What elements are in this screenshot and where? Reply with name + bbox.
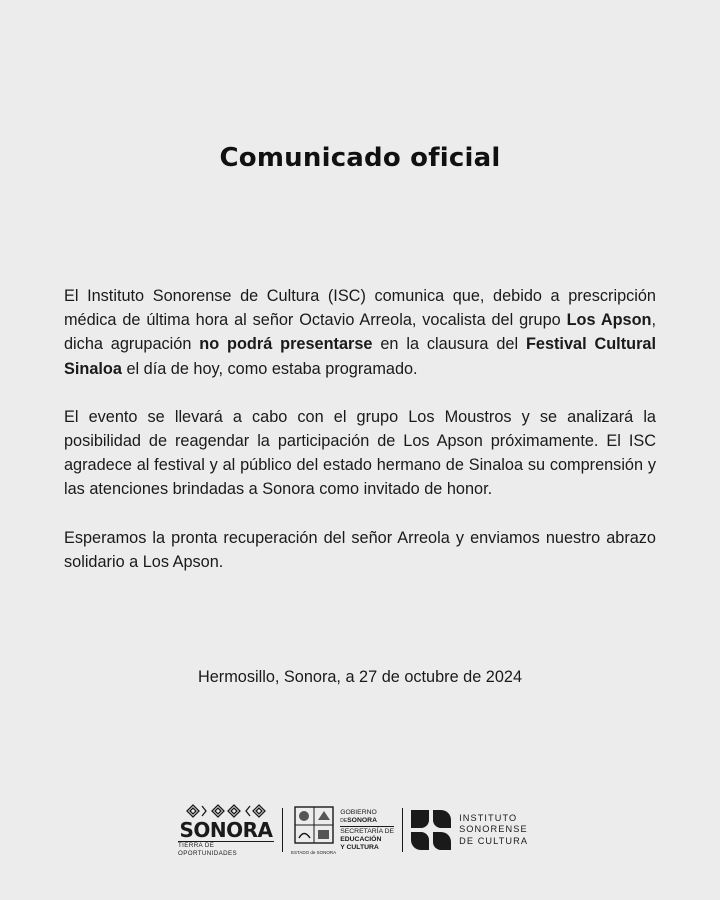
gob-line-cultura: Y CULTURA [340, 843, 379, 851]
p1-text-2: , dicha agrupación [64, 311, 656, 354]
gob-line-sonora: SONORA [347, 816, 377, 824]
paragraph-1 [64, 284, 656, 381]
coat-of-arms-icon [293, 805, 335, 849]
gobierno-sonora-logo [340, 809, 394, 852]
p1-text-1: El Instituto Sonorense de Cultura (ISC) comunica que, debido a prescripción médica de última hora al señor Octavio Arreola, vocalista del grupo [64, 287, 656, 330]
footer-logos [178, 800, 528, 860]
gob-rule [340, 826, 394, 827]
paragraph-3: Esperamos la pronta recuperación del señor Arreola y enviamos nuestro abrazo solidario a Los Apson. [64, 528, 656, 571]
p1-text-4: el día de hoy, como estaba programado. [121, 359, 418, 378]
sonora-tagline: TIERRA DE OPORTUNIDADES [178, 841, 274, 858]
gob-line-gobierno: GOBIERNO [340, 808, 377, 816]
isc-logo-text [459, 813, 528, 848]
paragraph-2: El evento se llevará a cabo con el grupo Los Moustros y se analizará la posibilidad de reagendar la participación de Los Apson próximamente. El ISC agradece al festival y al público del estado hermano de Sinaloa su comprensión y las atenciones brindadas a Sonora como invitado de honor. [64, 407, 656, 499]
gob-line-secretaria: SECRETARÍA DE [340, 827, 395, 835]
gob-line-de: DE [340, 817, 348, 824]
state-seal [291, 805, 336, 855]
closing-place-date: Hermosillo, Sonora, a 27 de octubre de 2024 [197, 668, 523, 686]
p1-bold-festival: Festival Cultural Sinaloa [64, 335, 656, 378]
isc-icon [411, 810, 451, 850]
sonora-logo [178, 802, 274, 858]
gob-line-educacion: EDUCACIÓN [340, 835, 382, 843]
p1-bold-los-apson: Los Apson [566, 311, 652, 330]
isc-line-sonorense: SONORENSE [459, 824, 528, 835]
sonora-wordmark: SONORA [179, 818, 273, 842]
p1-bold-no-podra: no podrá presentarse [199, 335, 373, 354]
isc-line-instituto: INSTITUTO [459, 812, 518, 823]
logo-divider [282, 808, 283, 852]
page-title: Comunicado oficial [219, 143, 501, 173]
seal-caption: ESTADO de SONORA [291, 850, 337, 855]
p1-text-3: en la clausura del [372, 335, 526, 354]
logo-divider-2 [402, 808, 403, 852]
isc-line-cultura: DE CULTURA [459, 835, 529, 846]
document-body [64, 284, 656, 598]
